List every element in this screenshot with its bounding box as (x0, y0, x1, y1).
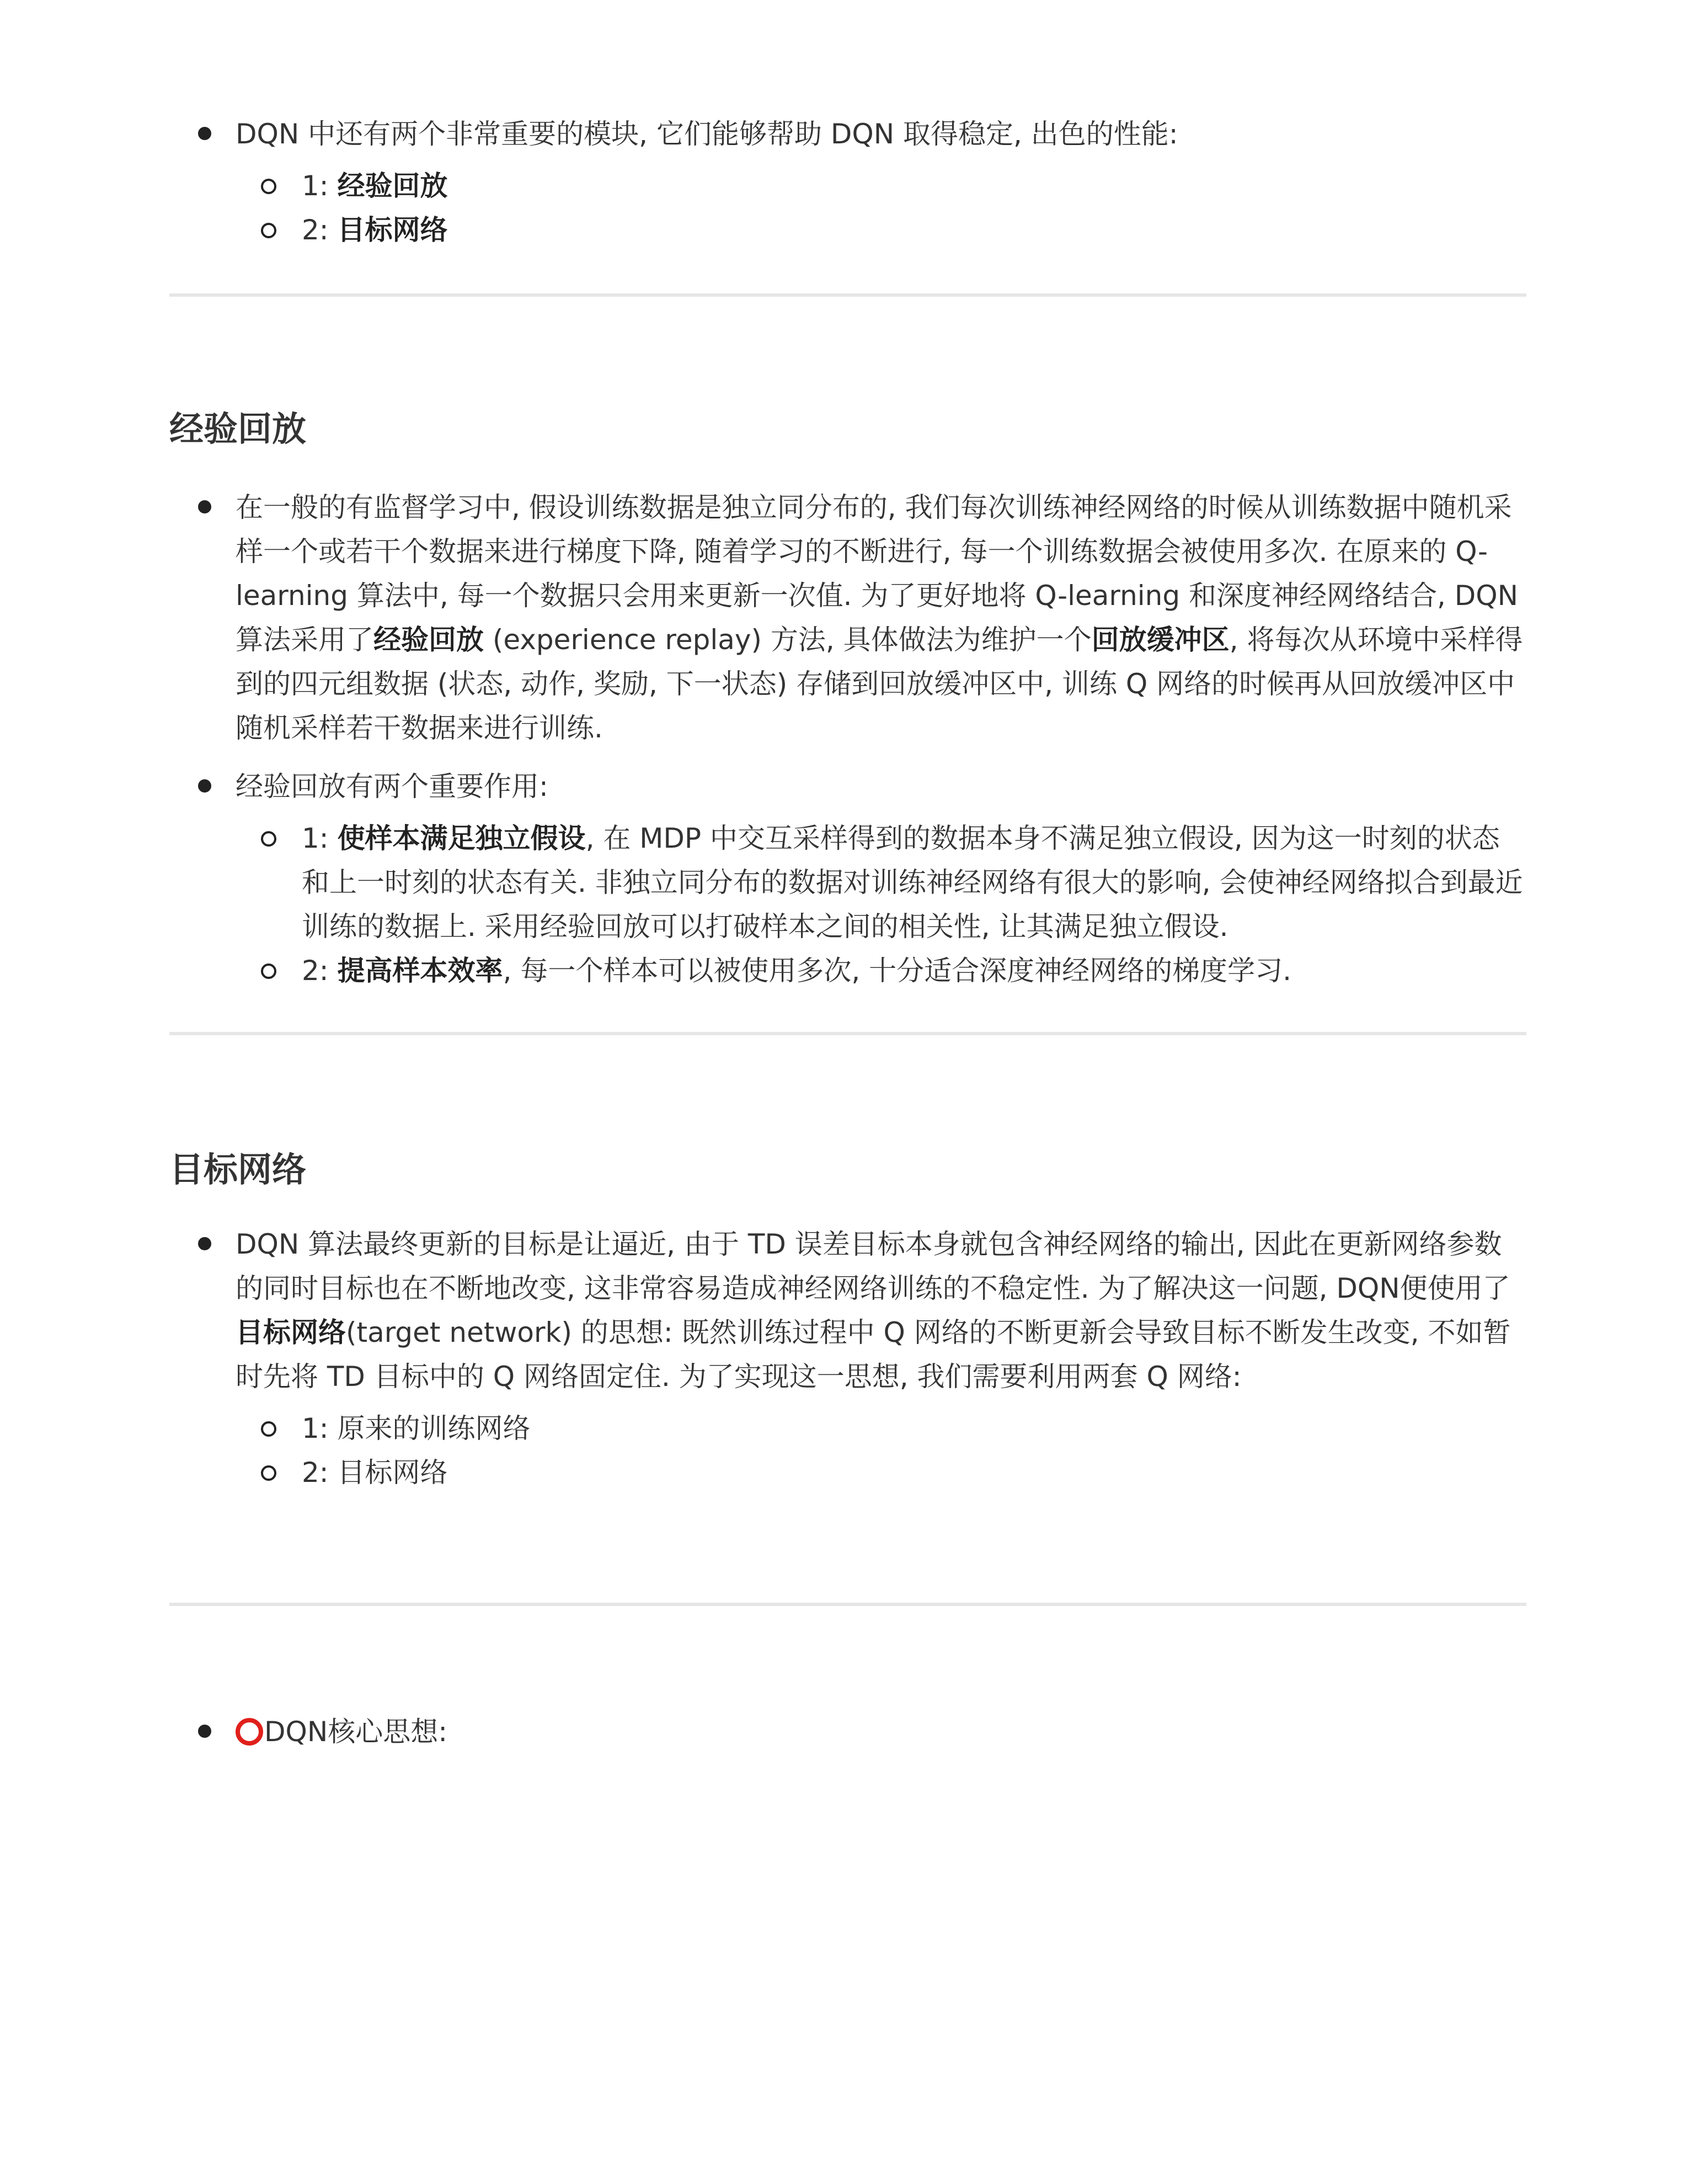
bold-term: 经验回放 (337, 170, 448, 202)
list-item: 在一般的有监督学习中, 假设训练数据是独立同分布的, 我们每次训练神经网络的时候从训练数据中随机采样一个或若干个数据来进行梯度下降, 随着学习的不断进行, 每一个训练数据会被使用多次. 在原来的 Q-learning 算法中, 每一个数据只会用来更新一次值. 为了更好地将 Q-learning 和深度神经网络结合, DQN 算法采用了经验回放 (experience replay) 方法, 具体做法为维护一个回放缓冲区, 将每次从环境中采样得到的四元组数据 (状态, 动作, 奖励, 下一状态) 存储到回放缓冲区中, 训练 Q 网络的时候再从回放缓冲区中随机采样若干数据来进行训练. (169, 485, 1526, 750)
core-text: DQN核心思想: (264, 1716, 448, 1748)
bold-term: 使样本满足独立假设 (337, 822, 586, 854)
section-heading-target: 目标网络 (169, 1149, 307, 1190)
section-divider (169, 293, 1526, 297)
replay-sublist (236, 816, 1526, 993)
intro-text: DQN 中还有两个非常重要的模块, 它们能够帮助 DQN 取得稳定, 出色的性能: (236, 118, 1178, 150)
list-item: 2: 目标网络 (236, 208, 1526, 252)
core-section (169, 1710, 1526, 1768)
target-section (169, 1222, 1526, 1509)
target-sublist (236, 1406, 1526, 1495)
list-item: 1: 使样本满足独立假设, 在 MDP 中交互采样得到的数据本身不满足独立假设, 因为这一时刻的状态和上一时刻的状态有关. 非独立同分布的数据对训练神经网络有很大的影响, 会使神经网络拟合到最近训练的数据上. 采用经验回放可以打破样本之间的相关性, 让其满足独立假设. (236, 816, 1526, 949)
list-item: 2: 目标网络 (236, 1450, 1526, 1495)
list-item (169, 112, 1526, 252)
list-item: 经验回放有两个重要作用: 1: 使样本满足独立假设, 在 MDP 中交互采样得到的数据本身不满足独立假设, 因为这一时刻的状态和上一时刻的状态有关. 非独立同分布的数据对训练神经网络有很大的影响, 会使神经网络拟合到最近训练的数据上. 采用经验回放可以打破样本之间的相关性, 让其满足独立假设. 2: 提高样本效率, 每一个样本可以被使用多次, 十分适合深度神经网络的梯度学习. (169, 764, 1526, 993)
red-circle-icon (236, 1718, 263, 1746)
section-divider (169, 1603, 1526, 1606)
section-heading-replay: 经验回放 (169, 409, 307, 449)
list-item: 1: 经验回放 (236, 164, 1526, 208)
section-divider (169, 1032, 1526, 1035)
intro-section (169, 112, 1526, 266)
bold-term: 目标网络 (236, 1316, 346, 1348)
bold-term: 目标网络 (337, 214, 448, 246)
bold-term: 经验回放 (373, 624, 484, 656)
list-item: DQN 算法最终更新的目标是让逼近, 由于 TD 误差目标本身就包含神经网络的输出, 因此在更新网络参数的同时目标也在不断地改变, 这非常容易造成神经网络训练的不稳定性. 为了解决这一问题, DQN便使用了目标网络(target network) 的思想: 既然训练过程中 Q 网络的不断更新会导致目标不断发生改变, 不如暂时先将 TD 目标中的 Q 网络固定住. 为了实现这一思想, 我们需要利用两套 Q 网络: 1: 原来的训练网络 2: 目标网络 (169, 1222, 1526, 1495)
list-item: 2: 提高样本效率, 每一个样本可以被使用多次, 十分适合深度神经网络的梯度学习. (236, 949, 1526, 993)
bold-term: 回放缓冲区 (1091, 624, 1230, 656)
list-item (169, 1710, 1526, 1754)
list-item: 1: 原来的训练网络 (236, 1406, 1526, 1450)
bold-term: 提高样本效率 (337, 955, 503, 987)
intro-sublist (236, 164, 1526, 252)
replay-section (169, 485, 1526, 1007)
